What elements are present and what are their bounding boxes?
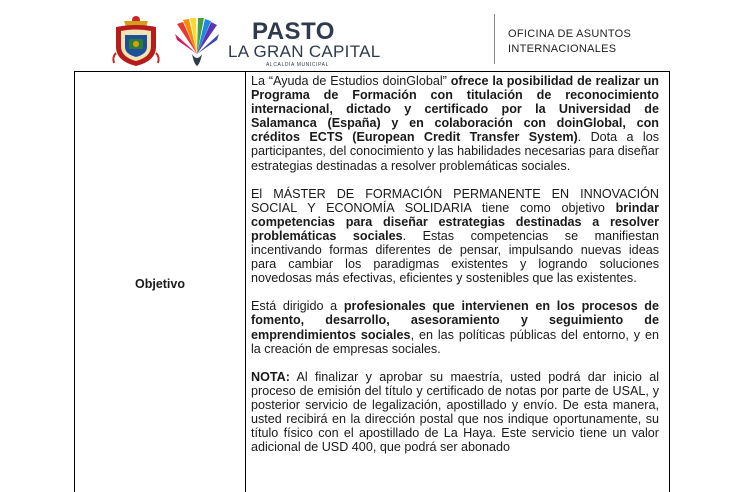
paragraph-4 — [251, 370, 659, 455]
brand-name: PASTO — [252, 18, 335, 45]
paragraph-2 — [251, 187, 659, 286]
brand-tagline: ALCALDÍA MUNICIPAL — [266, 62, 329, 68]
p2-text-a: El MÁSTER DE FORMACIÓN PERMANENTE EN INNOVACIÓN SOCIAL Y ECONOMÍA SOLIDARIA tiene como objetivo — [251, 186, 659, 215]
office-title — [508, 27, 631, 57]
office-line-1: OFICINA DE ASUNTOS — [508, 28, 632, 40]
label-cell — [75, 72, 246, 492]
content-cell — [251, 74, 659, 468]
p3-text-a: Está dirigido a — [251, 299, 344, 314]
paragraph-1 — [251, 74, 659, 173]
row-label: Objetivo — [134, 277, 185, 291]
p1-text-c: . Dota a los participantes, del conocimiento y las habilidades necesarias para diseñar estrategias destinadas a resolver problemáticas sociales. — [251, 130, 659, 173]
paragraph-3 — [251, 299, 659, 355]
p4-note-label: NOTA: — [251, 369, 290, 384]
page-header — [0, 0, 741, 72]
p4-text: Al finalizar y aprobar su maestría, usted podrá dar inicio al proceso de emisión del título y certificado de notas por parte de USAL, y posterior servicio de legalización, apostillado y envío. De esta manera, usted recibirá en la dirección postal que nos indique oportunamente, su título físico con el apostillado de La Haya. Este servicio tiene un valor adicional de USD 400, que podrá ser abonado — [251, 369, 659, 455]
p2-text-c: . Estas competencias se manifiestan incentivando formas diferentes de pensar, impulsando nuevas ideas para cambiar los paradigmas existentes y logrando soluciones novedosas más efectivas, eficientes y sostenibles que las existentes. — [251, 228, 659, 286]
brand-subtitle: LA GRAN CAPITAL — [228, 42, 381, 61]
office-line-2: INTERNACIONALES — [508, 43, 617, 55]
header-divider — [494, 14, 495, 64]
p2-bold: brindar competencias para diseñar estrategias destinadas a resolver problemáticas sociales — [251, 200, 659, 243]
p1-text-a: La “Ayuda de Estudios doinGlobal” — [251, 74, 451, 88]
coat-of-arms-icon — [110, 13, 162, 67]
p3-bold: profesionales que intervienen en los procesos de fomento, desarrollo, asesoramiento y seguimiento de emprendimientos sociales — [251, 299, 659, 342]
p3-text-c: , en las políticas públicas del entorno, y en la creación de empresas sociales. — [251, 327, 660, 356]
pasto-logo-icon — [174, 14, 220, 66]
p1-bold: ofrece la posibilidad de realizar un Programa de Formación con titulación de reconocimiento internacional, dictado y certificado por la Universidad de Salamanca (España) y en colaboración con doinGlobal, con créditos ECTS (European Credit Transfer System) — [251, 74, 659, 145]
info-table — [74, 71, 670, 492]
